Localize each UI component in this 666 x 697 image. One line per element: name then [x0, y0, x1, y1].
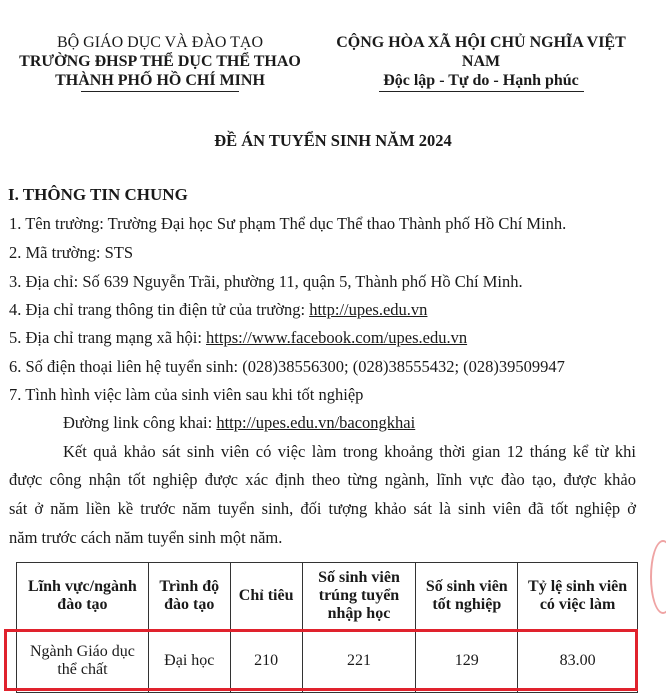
cell-graduated: 129: [416, 630, 518, 693]
header-right-divider: [379, 91, 584, 92]
header-left-divider: [81, 91, 239, 92]
social-link[interactable]: https://www.facebook.com/upes.edu.vn: [206, 328, 468, 347]
item-address: 3. Địa chỉ: Số 639 Nguyễn Trãi, phường 11, quận 5, Thành phố Hồ Chí Minh.: [9, 272, 523, 291]
paragraph-line-1: Kết quả khảo sát sinh viên có việc làm trong khoảng thời gian 12 tháng kể từ khi: [63, 442, 636, 461]
university-name: TRƯỜNG ĐHSP THỂ DỤC THỂ THAO: [19, 53, 301, 70]
website-link[interactable]: http://upes.edu.vn: [309, 300, 428, 319]
item-employment: 7. Tình hình việc làm của sinh viên sau khi tốt nghiệp: [9, 385, 364, 404]
item-phone: 6. Số điện thoại liên hệ tuyển sinh: (028)38556300; (028)38555432; (028)39509947: [9, 357, 565, 376]
item-school-code: 2. Mã trường: STS: [9, 243, 134, 262]
paragraph-line-3: sát ở năm liền kề trước năm tuyển sinh, đối tượng khảo sát là sinh viên đã tốt nghiệp ở: [9, 499, 636, 518]
cell-admitted: 221: [302, 630, 416, 693]
paragraph-line-2: được công nhận tốt nghiệp được xác định theo từng ngành, lĩnh vực đào tạo, được khảo: [9, 470, 636, 489]
public-link[interactable]: http://upes.edu.vn/bacongkhai: [216, 413, 416, 432]
public-link-label: Đường link công khai:: [63, 413, 217, 432]
row-highlight-box: [4, 629, 638, 691]
red-stamp-fragment: [650, 540, 666, 614]
cell-level: Đại học: [148, 630, 230, 693]
header-ministry-block: [0, 33, 320, 92]
col-level-header: Trình độ đào tạo: [148, 563, 230, 630]
col-quota-header: Chỉ tiêu: [230, 563, 302, 630]
section-heading: I. THÔNG TIN CHUNG: [8, 185, 188, 204]
paragraph-line-4: năm trước cách năm tuyển sinh một năm.: [9, 528, 283, 547]
document-title: ĐỀ ÁN TUYỂN SINH NĂM 2024: [214, 131, 452, 150]
ministry-name: BỘ GIÁO DỤC VÀ ĐÀO TẠO: [56, 34, 264, 51]
table-header-row: [17, 563, 638, 630]
col-graduated-header: Số sinh viên tốt nghiệp: [416, 563, 518, 630]
header-nation-block: [316, 33, 646, 92]
cell-employed-rate: 83.00: [518, 630, 638, 693]
item-school-name: 1. Tên trường: Trường Đại học Sư phạm Thể dục Thể thao Thành phố Hồ Chí Minh.: [9, 214, 567, 233]
cell-quota: 210: [230, 630, 302, 693]
col-major-header: Lĩnh vực/ngành đào tạo: [17, 563, 149, 630]
item-website: [9, 300, 427, 320]
nation-name: CỘNG HÒA XÃ HỘI CHỦ NGHĨA VIỆT NAM: [336, 34, 626, 70]
social-label: 5. Địa chỉ trang mạng xã hội:: [9, 328, 207, 347]
nation-motto: Độc lập - Tự do - Hạnh phúc: [383, 72, 579, 89]
cell-major: Ngành Giáo dục thể chất: [17, 630, 149, 693]
university-city: THÀNH PHỐ HỒ CHÍ MINH: [55, 72, 265, 89]
item-public-link: [63, 413, 415, 433]
col-admitted-header: Số sinh viên trúng tuyển nhập học: [302, 563, 416, 630]
col-employed-header: Tỷ lệ sinh viên có việc làm: [518, 563, 638, 630]
website-label: 4. Địa chỉ trang thông tin điện tử của trường:: [9, 300, 310, 319]
item-social: [9, 328, 467, 348]
